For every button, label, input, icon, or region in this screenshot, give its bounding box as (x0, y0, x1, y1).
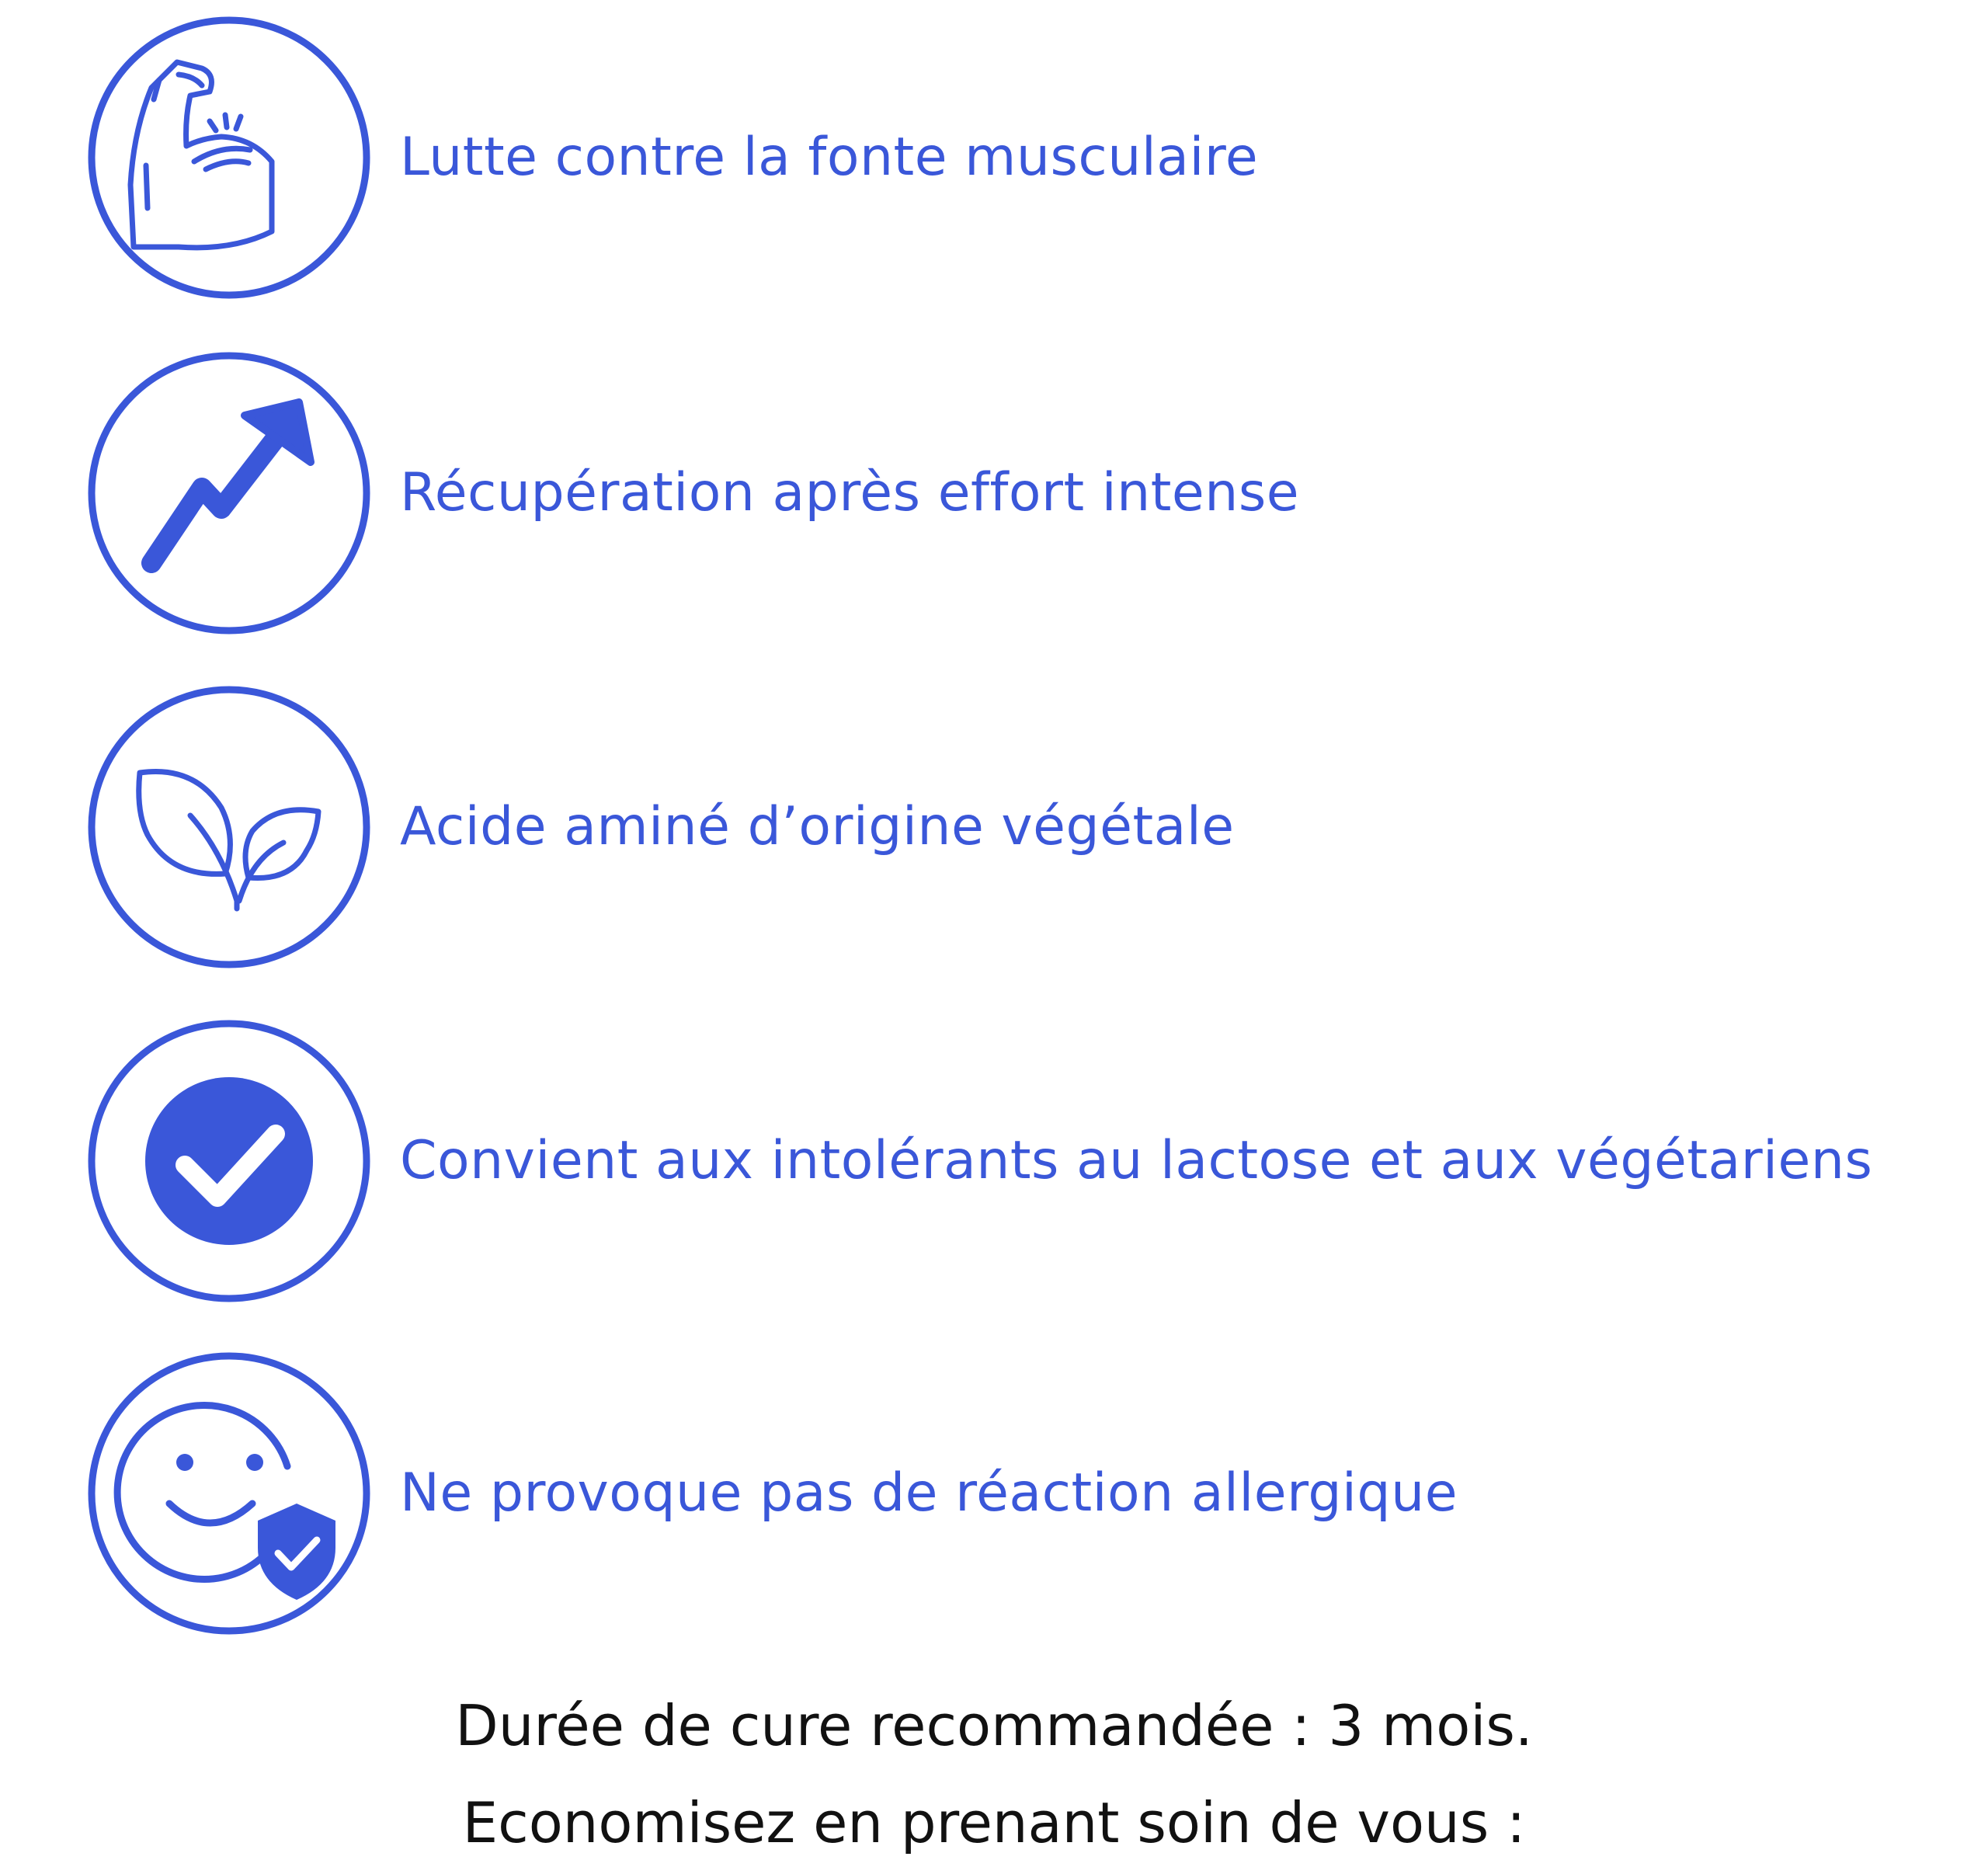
benefit-label: Lutte contre la fonte musculaire (400, 127, 1259, 188)
benefit-label: Récupération après effort intense (400, 462, 1300, 523)
benefit-label: Acide aminé d’origine végétale (400, 796, 1235, 857)
smiley-shield-icon (85, 1350, 373, 1637)
benefit-label: Convient aux intolérants au lactose et aux végétariens (400, 1130, 1873, 1191)
flexed-bicep-icon (85, 14, 373, 301)
benefit-item-muscle (85, 14, 1965, 301)
benefit-label: Ne provoque pas de réaction allergique (400, 1462, 1458, 1524)
benefit-item-plant (85, 683, 1965, 971)
plant-leaves-icon (85, 683, 373, 971)
check-circle-icon (85, 1017, 373, 1305)
cure-duration-text: Durée de cure recommandée : 3 mois. (455, 1693, 1533, 1758)
benefit-item-recovery (85, 349, 1965, 637)
savings-text: Economisez en prenant soin de vous : (462, 1790, 1526, 1855)
trending-up-arrow-icon (85, 349, 373, 637)
benefit-item-lactose-vegetarian (85, 1017, 1965, 1305)
benefit-item-no-allergy (85, 1350, 1965, 1637)
